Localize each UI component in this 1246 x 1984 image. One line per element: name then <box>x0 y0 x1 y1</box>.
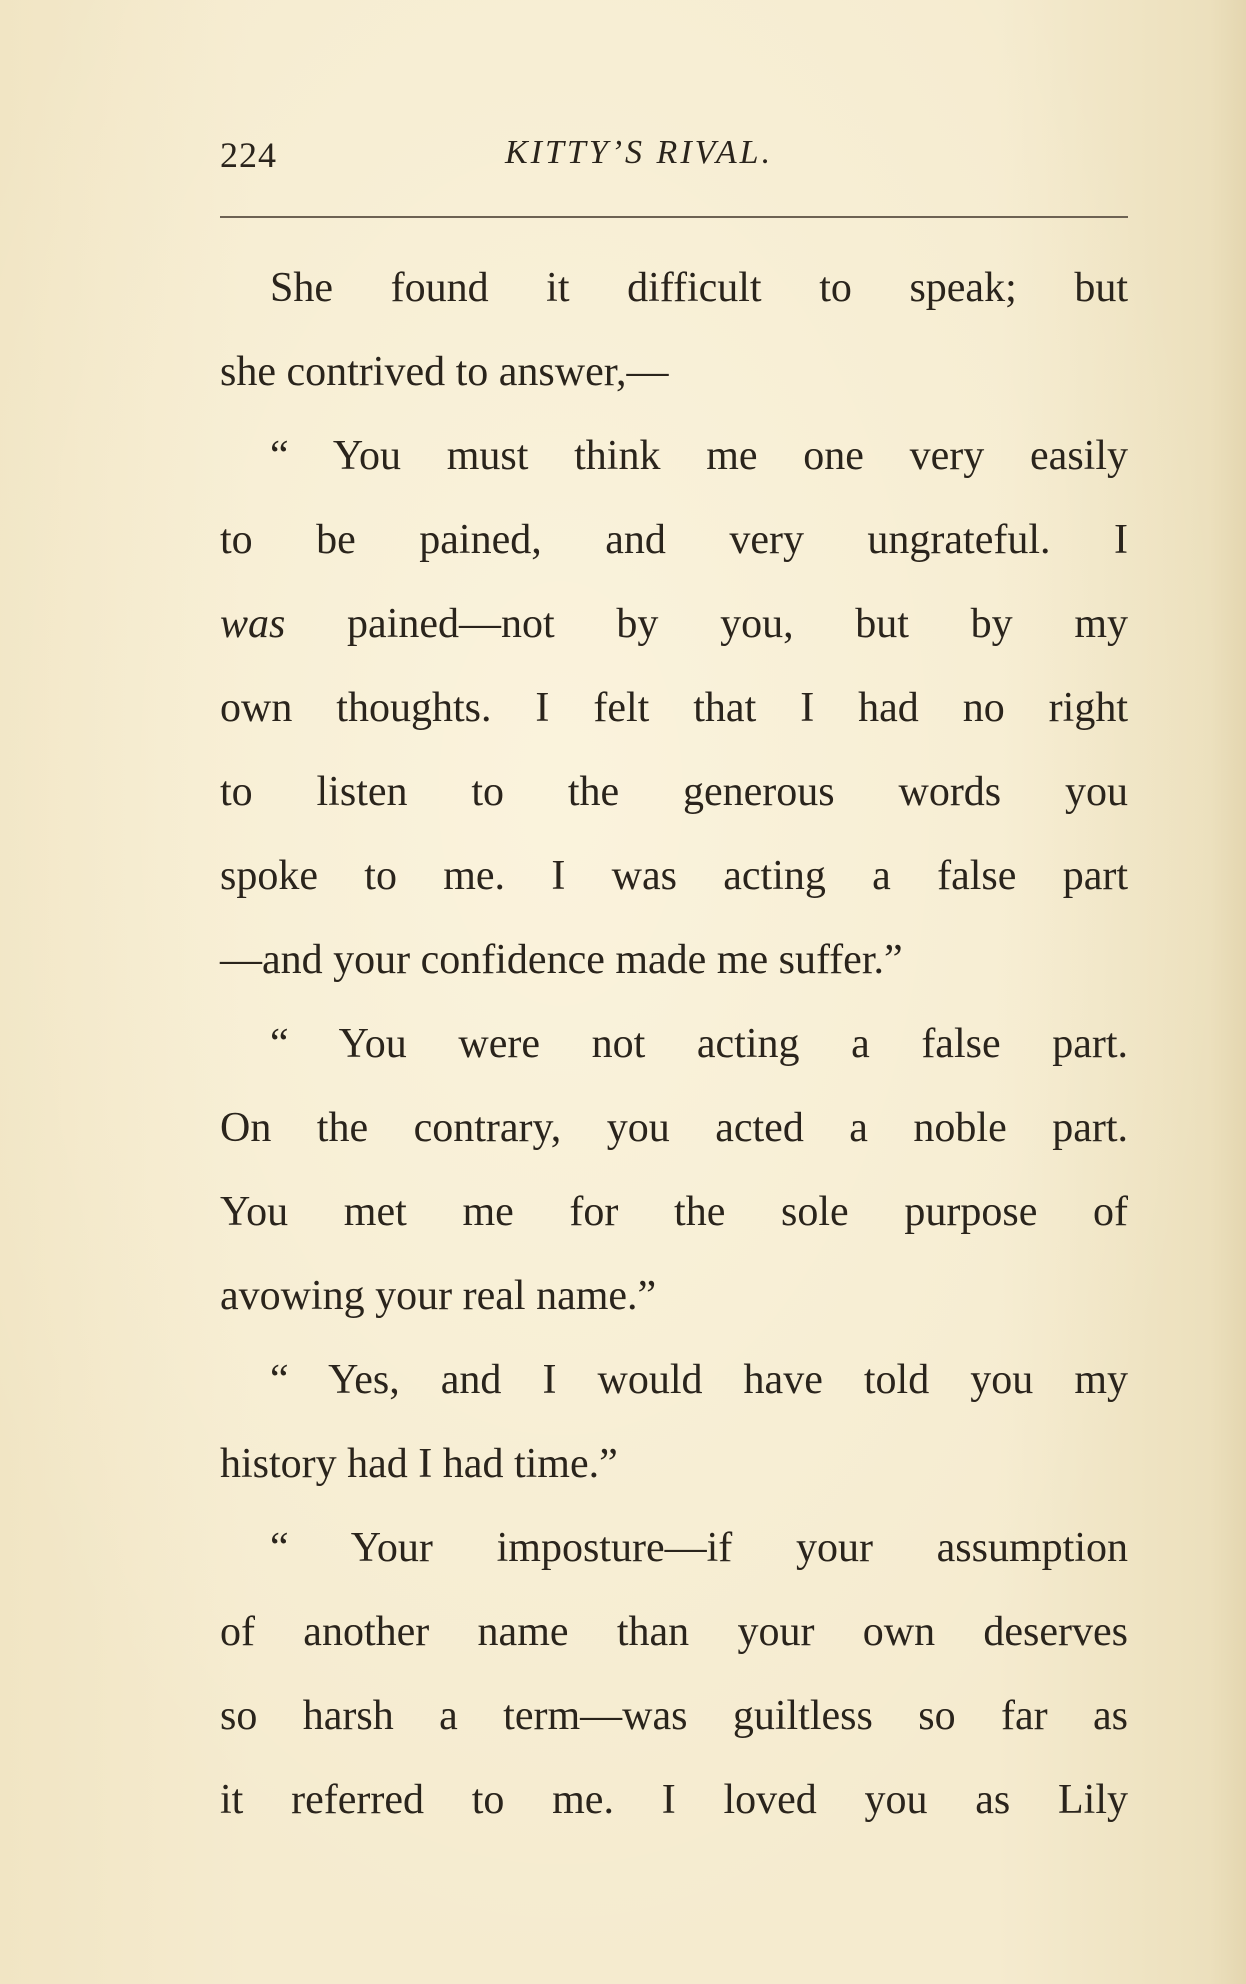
text-line: history had I had time.” <box>220 1441 618 1487</box>
text-line: it referred to me. I loved you as Lily <box>220 1777 1128 1823</box>
text-line: avowing your real name.” <box>220 1273 657 1319</box>
text-line: —and your confidence made me suffer.” <box>220 937 903 983</box>
text-line: so harsh a term—was guiltless so far as <box>220 1693 1128 1739</box>
text-line: was pained—not by you, but by my <box>220 601 1128 647</box>
text-line: she contrived to answer,— <box>220 349 669 395</box>
text-line: “ You were not acting a false part. <box>270 1021 1128 1067</box>
running-head <box>220 134 1128 184</box>
text-line: to be pained, and very ungrateful. I <box>220 517 1128 563</box>
page-number: 224 <box>220 135 277 175</box>
header-rule <box>220 216 1128 218</box>
text-line: “ You must think me one very easily <box>270 433 1128 479</box>
running-title: KITTY’S RIVAL. <box>505 134 774 171</box>
text-line: You met me for the sole purpose of <box>220 1189 1128 1235</box>
emphasis-word: was <box>220 601 286 647</box>
text-line: “ Yes, and I would have told you my <box>270 1357 1128 1403</box>
text-line: She found it difficult to speak; but <box>270 265 1128 311</box>
text-line: spoke to me. I was acting a false part <box>220 853 1128 899</box>
text-line: of another name than your own deserves <box>220 1609 1128 1655</box>
body-text <box>220 246 1128 1842</box>
text-line: to listen to the generous words you <box>220 769 1128 815</box>
text-line: “ Your imposture—if your assumption <box>270 1525 1128 1571</box>
text-line: own thoughts. I felt that I had no right <box>220 685 1128 731</box>
text-line: On the contrary, you acted a noble part. <box>220 1105 1128 1151</box>
